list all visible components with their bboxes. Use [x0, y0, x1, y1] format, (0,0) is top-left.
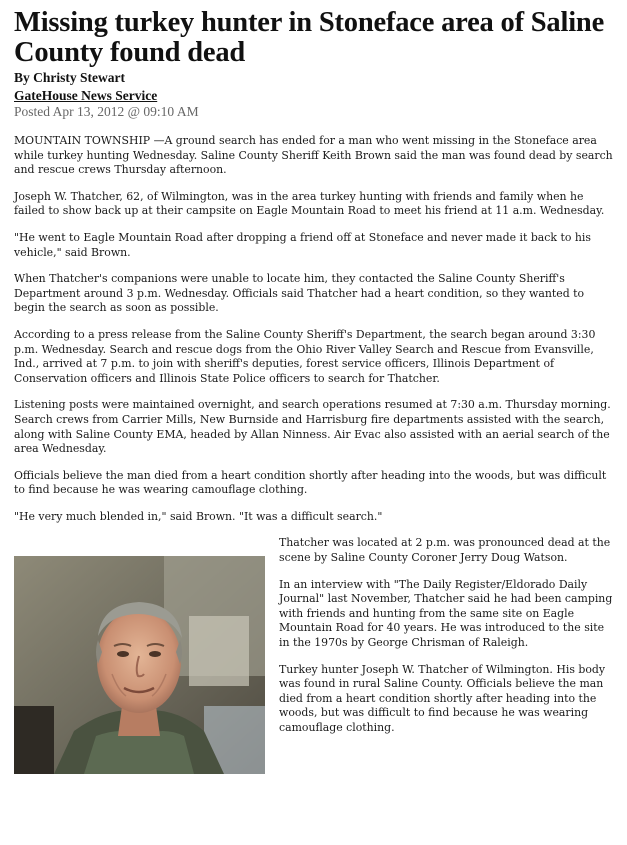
photo-caption: Turkey hunter Joseph W. Thatcher of Wilmington. His body was found in rural Saline County. Officials believe the man died from a heart condition shortly after heading into the woods, but was difficult to find because he was wearing camouflage clothing.: [279, 662, 606, 734]
article-photo: [14, 556, 265, 774]
paragraph: Officials believe the man died from a heart condition shortly after heading into the woods, but was difficult to find because he was wearing camouflage clothing.: [14, 468, 607, 497]
byline: By Christy Stewart: [14, 70, 125, 85]
paragraph: Listening posts were maintained overnight, and search operations resumed at 7:30 a.m. Thursday morning. Search crews from Carrier Mills, New Burnside and Harrisburg fire departments assisted with the search, along with Saline County EMA, headed by Allan Ninness. Air Evac also assisted with an aerial search of the area Wednesday.: [14, 398, 611, 456]
paragraph: "He went to Eagle Mountain Road after dropping a friend off at Stoneface and never made it back to his vehicle," said Brown.: [14, 230, 591, 259]
headline: Missing turkey hunter in Stoneface area of Saline County found dead: [14, 7, 605, 68]
source-link[interactable]: GateHouse News Service: [14, 88, 158, 103]
photo-section: [14, 536, 614, 735]
article-body: [14, 134, 614, 736]
paragraph: "He very much blended in," said Brown. "It was a difficult search.": [14, 509, 383, 523]
paragraph: MOUNTAIN TOWNSHIP —A ground search has ended for a man who went missing in the Stoneface area while turkey hunting Wednesday. Saline County Sheriff Keith Brown said the man was found dead by search and rescue crews Thursday afternoon.: [14, 134, 613, 177]
paragraph: Thatcher was located at 2 p.m. was pronounced dead at the scene by Saline County Coroner Jerry Doug Watson.: [279, 536, 611, 565]
paragraph: Joseph W. Thatcher, 62, of Wilmington, was in the area turkey hunting with friends and family when he failed to show back up at their campsite on Eagle Mountain Road to meet his friend at 11 a.m. Wednesday.: [14, 189, 605, 218]
paragraph: According to a press release from the Saline County Sheriff's Department, the search began around 3:30 p.m. Wednesday. Search and rescue dogs from the Ohio River Valley Search and Rescue from Evansville, Ind., arrived at 7 p.m. to join with sheriff's deputies, forest service officers, Illinois Department of Conservation officers and Illinois State Police officers to search for Thatcher.: [14, 327, 596, 385]
article: [14, 8, 614, 782]
paragraph: In an interview with "The Daily Register/Eldorado Daily Journal" last November, Thatcher said he had been camping with friends and hunting from the same site on Eagle Mountain Road for 40 years. He was introduced to the site in the 1970s by George Chrisman of Raleigh.: [279, 577, 613, 650]
hunter-portrait-image: [14, 556, 265, 774]
posted-date: Posted Apr 13, 2012 @ 09:10 AM: [14, 104, 199, 119]
paragraph: When Thatcher's companions were unable to locate him, they contacted the Saline County Sheriff's Department around 3 p.m. Wednesday. Officials said Thatcher had a heart condition, so they wanted to begin the search as soon as possible.: [14, 272, 585, 315]
